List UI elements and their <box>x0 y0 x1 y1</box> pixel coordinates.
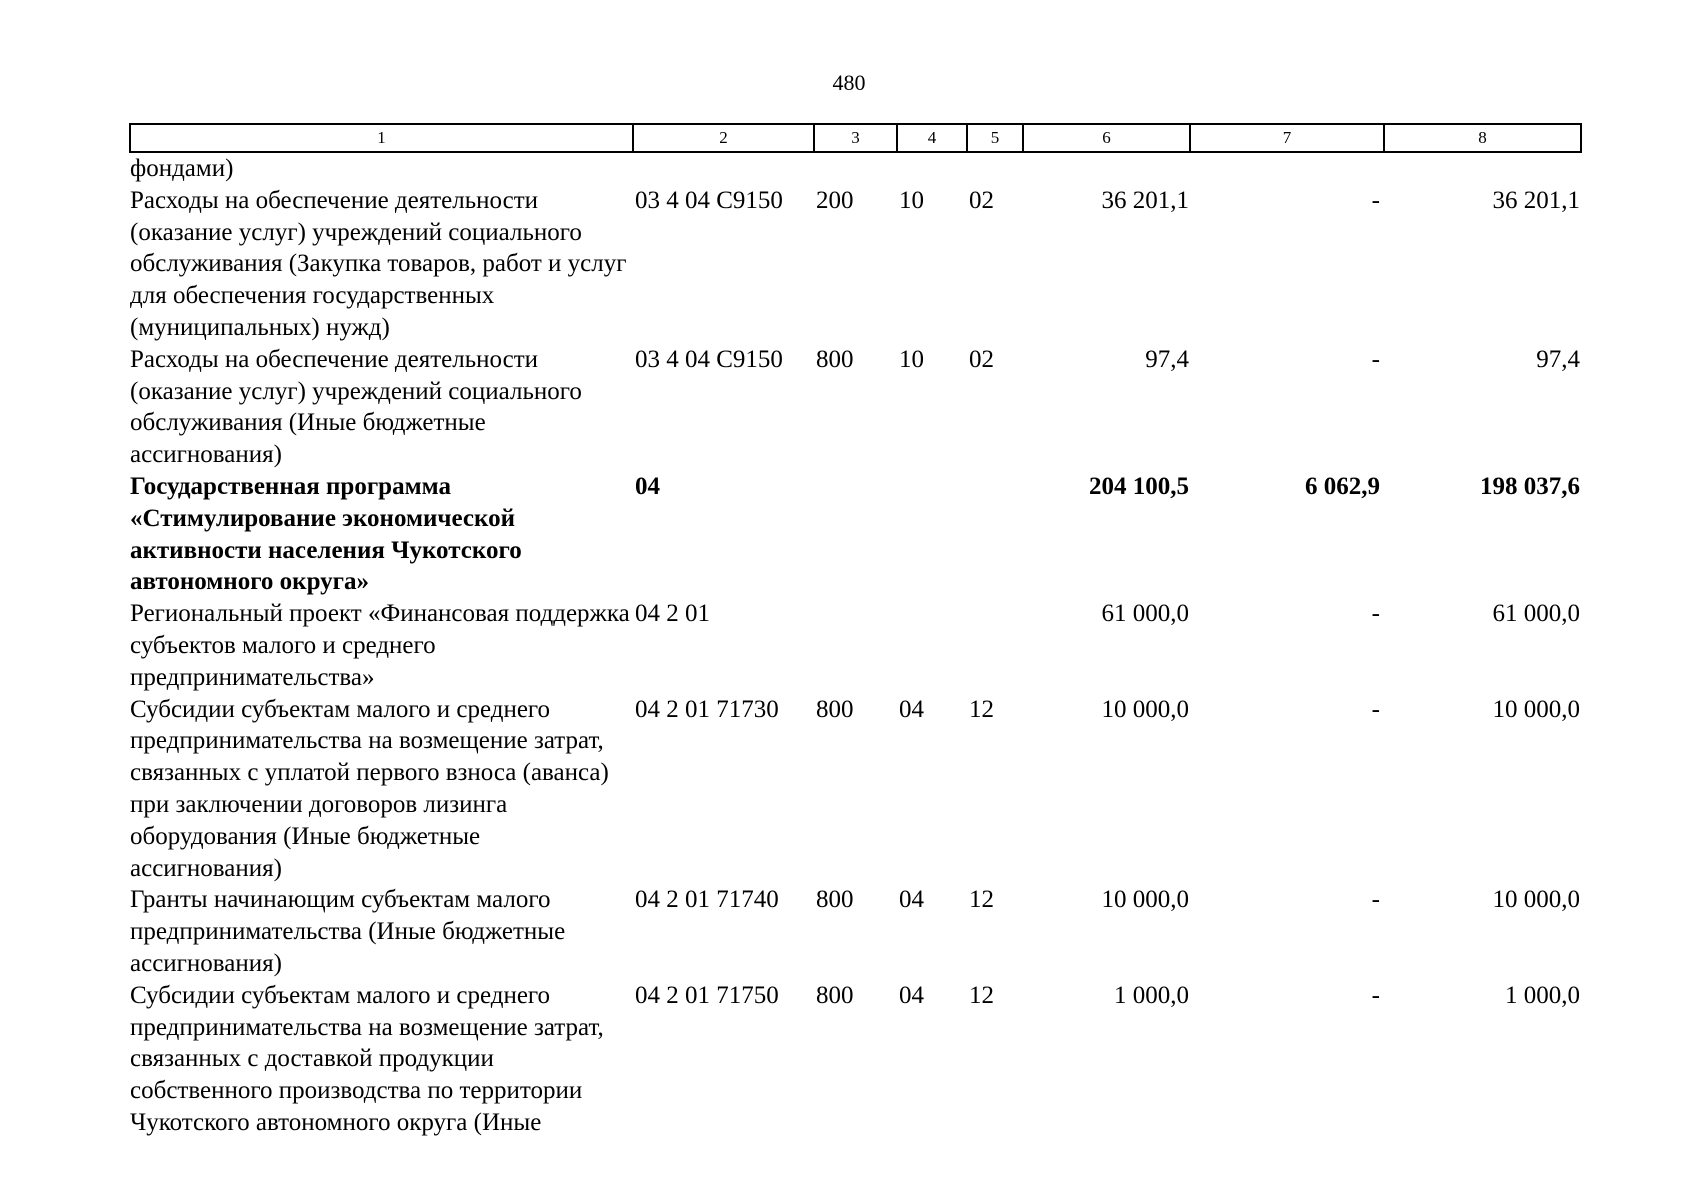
row-target-article: 04 2 01 71740 <box>635 886 779 914</box>
row-amount-regional: 10 000,0 <box>1492 886 1580 914</box>
row-description: Субсидии субъектам малого и среднего предпринимательства на возмещение затрат, связанных с доставкой продукции собственного производства по территории Чукотского автономного округа (Иные <box>130 981 604 1136</box>
row-expense-type: 800 <box>816 886 854 914</box>
budget-table <box>129 123 1582 1139</box>
column-number: 5 <box>967 124 1023 152</box>
column-number: 6 <box>1023 124 1190 152</box>
row-amount-regional: 36 201,1 <box>1492 186 1580 214</box>
row-amount-federal: 6 062,9 <box>1305 472 1380 500</box>
row-subsection <box>967 598 1023 693</box>
row-amount-total: 1 000,0 <box>1114 981 1189 1009</box>
row-amount-regional: 61 000,0 <box>1492 600 1580 628</box>
row-section <box>897 598 967 693</box>
column-number: 1 <box>130 124 633 152</box>
row-target-article <box>633 152 814 185</box>
row-expense-type <box>814 152 897 185</box>
row-expense-type: 200 <box>816 186 854 214</box>
column-number: 7 <box>1190 124 1384 152</box>
row-section: 10 <box>899 186 924 214</box>
row-amount-total: 10 000,0 <box>1101 886 1189 914</box>
table-row <box>130 694 1581 885</box>
row-target-article: 04 2 01 71750 <box>635 981 779 1009</box>
row-description: Региональный проект «Финансовая поддержка субъектов малого и среднего предпринимательства» <box>130 600 630 691</box>
row-expense-type: 800 <box>816 981 854 1009</box>
row-amount-total <box>1023 152 1190 185</box>
row-section: 04 <box>899 886 924 914</box>
row-subsection: 12 <box>969 695 994 723</box>
row-section: 10 <box>899 345 924 373</box>
row-section <box>897 471 967 598</box>
row-target-article: 03 4 04 С9150 <box>635 186 783 214</box>
row-amount-total: 204 100,5 <box>1089 472 1189 500</box>
row-target-article: 04 2 01 <box>635 600 710 628</box>
column-number: 8 <box>1384 124 1581 152</box>
table-row <box>130 185 1581 344</box>
row-amount-federal: - <box>1371 600 1380 628</box>
row-expense-type <box>814 471 897 598</box>
row-amount-federal: - <box>1371 186 1380 214</box>
table-row <box>130 471 1581 598</box>
row-subsection <box>967 152 1023 185</box>
row-amount-regional: 198 037,6 <box>1480 472 1580 500</box>
row-subsection <box>967 471 1023 598</box>
row-amount-total: 97,4 <box>1145 345 1189 373</box>
row-description: фондами) <box>130 155 234 182</box>
row-amount-regional <box>1384 152 1581 185</box>
row-expense-type: 800 <box>816 345 854 373</box>
row-amount-federal: - <box>1371 886 1380 914</box>
row-section: 04 <box>899 695 924 723</box>
row-amount-regional: 1 000,0 <box>1505 981 1580 1009</box>
column-number-row <box>130 124 1581 152</box>
row-section: 04 <box>899 981 924 1009</box>
table-row <box>130 884 1581 979</box>
row-amount-total: 36 201,1 <box>1101 186 1189 214</box>
row-target-article: 04 <box>635 472 660 500</box>
row-target-article: 03 4 04 С9150 <box>635 345 783 373</box>
row-subsection: 12 <box>969 886 994 914</box>
column-number: 3 <box>814 124 897 152</box>
row-description: Расходы на обеспечение деятельности (оказание услуг) учреждений социального обслуживания (Иные бюджетные ассигнования) <box>130 345 582 469</box>
row-amount-regional: 97,4 <box>1536 345 1580 373</box>
table-row <box>130 980 1581 1139</box>
row-description: Расходы на обеспечение деятельности (оказание услуг) учреждений социального обслуживания (Закупка товаров, работ и услуг для обеспечения государственных (муниципальных) нужд) <box>130 186 627 341</box>
row-expense-type <box>814 598 897 693</box>
row-amount-regional: 10 000,0 <box>1492 695 1580 723</box>
table-row <box>130 598 1581 693</box>
table-row <box>130 344 1581 471</box>
row-amount-federal: - <box>1371 345 1380 373</box>
row-description: Гранты начинающим субъектам малого предпринимательства (Иные бюджетные ассигнования) <box>130 886 566 977</box>
row-amount-federal: - <box>1371 981 1380 1009</box>
row-description: Государственная программа «Стимулирование экономической активности населения Чукотского автономного округа» <box>130 472 522 596</box>
row-target-article: 04 2 01 71730 <box>635 695 779 723</box>
row-subsection: 12 <box>969 981 994 1009</box>
row-description: Субсидии субъектам малого и среднего предпринимательства на возмещение затрат, связанных с уплатой первого взноса (аванса) при заключении договоров лизинга оборудования (Иные бюджетные ассигнования) <box>130 695 609 882</box>
page-number: 480 <box>832 70 866 95</box>
row-amount-total: 10 000,0 <box>1101 695 1189 723</box>
row-amount-federal <box>1190 152 1384 185</box>
table-row <box>130 152 1581 185</box>
row-amount-total: 61 000,0 <box>1101 600 1189 628</box>
row-subsection: 02 <box>969 186 994 214</box>
row-section <box>897 152 967 185</box>
column-number: 2 <box>633 124 814 152</box>
row-amount-federal: - <box>1371 695 1380 723</box>
row-subsection: 02 <box>969 345 994 373</box>
row-expense-type: 800 <box>816 695 854 723</box>
column-number: 4 <box>897 124 967 152</box>
